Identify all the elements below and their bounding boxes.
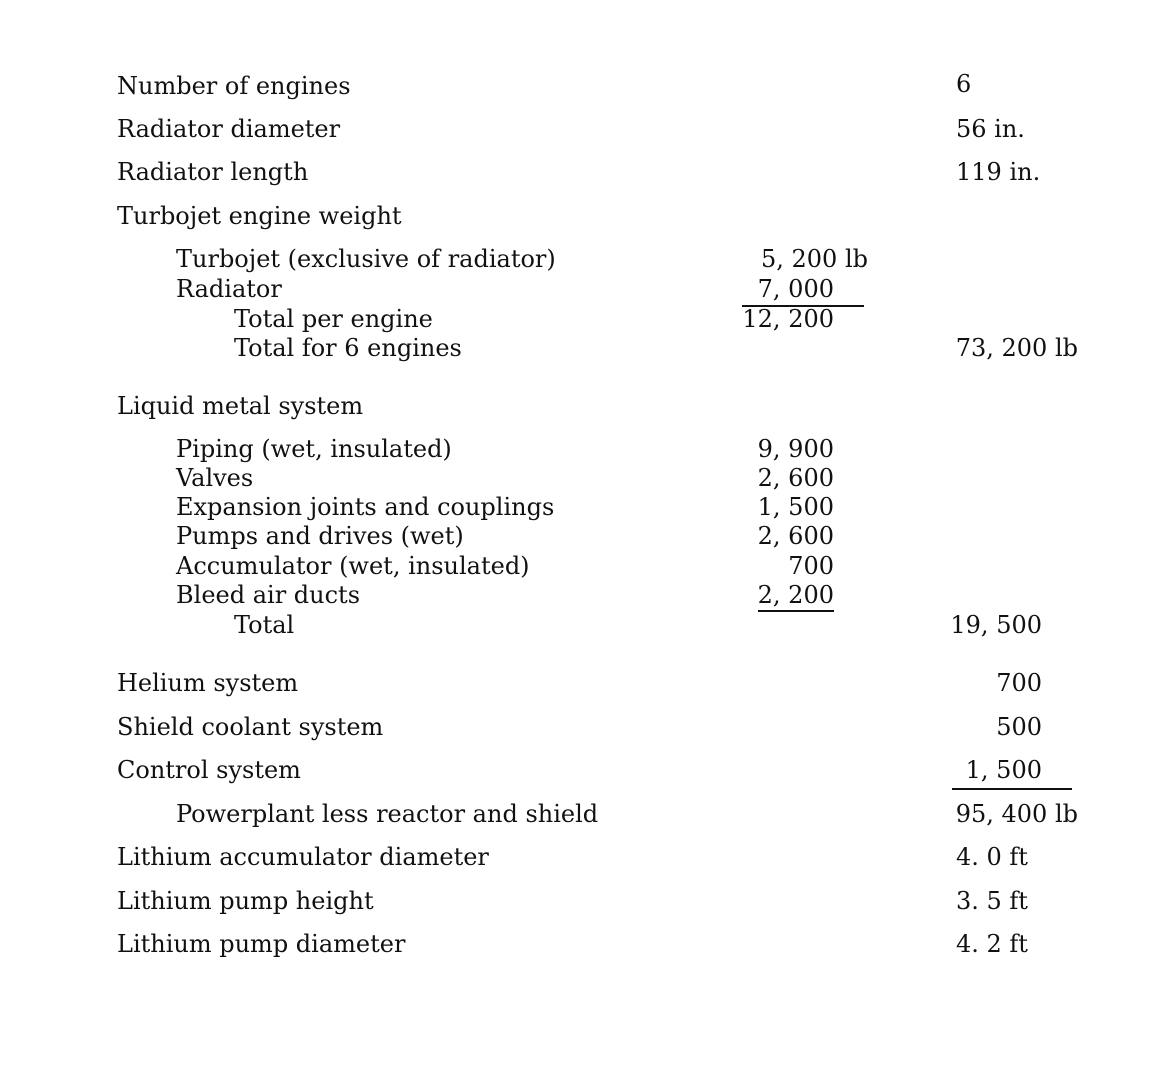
liquid-metal-item-value: 1, 500	[757, 493, 834, 521]
liquid-metal-heading: Liquid metal system	[117, 392, 364, 420]
liquid-metal-item: Valves	[176, 464, 254, 492]
helium-system-label: Helium system	[117, 669, 299, 697]
number-of-engines-value: 6	[956, 70, 972, 98]
liquid-metal-item: Accumulator (wet, insulated)	[176, 552, 530, 580]
liquid-metal-item: Bleed air ducts	[176, 581, 361, 609]
radiator-length-label: Radiator length	[117, 158, 309, 186]
turbojet-value: 5, 200 lb	[760, 245, 868, 273]
liquid-metal-item-value: 700	[788, 552, 834, 580]
powerplant-value: 95, 400 lb	[955, 800, 1078, 828]
radiator-weight-value: 7, 000	[757, 275, 834, 303]
radiator-diameter-label: Radiator diameter	[117, 115, 341, 143]
liquid-metal-item: Pumps and drives (wet)	[176, 522, 464, 550]
liquid-metal-item-value: 2, 200	[757, 581, 834, 609]
total-per-engine-value: 12, 200	[742, 305, 834, 333]
lithium-pump-diameter-label: Lithium pump diameter	[117, 930, 406, 958]
lithium-accumulator-label: Lithium accumulator diameter	[117, 843, 489, 871]
turbojet-label: Turbojet (exclusive of radiator)	[176, 245, 556, 273]
liquid-metal-item-value: 2, 600	[757, 464, 834, 492]
liquid-metal-item-value: 2, 600	[757, 522, 834, 550]
helium-system-value: 700	[996, 669, 1042, 697]
liquid-metal-rule	[758, 610, 834, 612]
control-system-label: Control system	[117, 756, 301, 784]
shield-coolant-label: Shield coolant system	[117, 713, 384, 741]
lithium-pump-height-value: 3. 5 ft	[956, 887, 1028, 915]
liquid-metal-total-value: 19, 500	[950, 611, 1042, 639]
total-for-engines-label: Total for 6 engines	[234, 334, 462, 362]
total-for-engines-value: 73, 200 lb	[955, 334, 1078, 362]
control-system-value: 1, 500	[965, 756, 1042, 784]
liquid-metal-total-label: Total	[234, 611, 295, 639]
shield-coolant-value: 500	[996, 713, 1042, 741]
liquid-metal-item-value: 9, 900	[757, 435, 834, 463]
radiator-length-value: 119 in.	[956, 158, 1041, 186]
grand-total-rule	[952, 788, 1072, 790]
number-of-engines-label: Number of engines	[117, 72, 351, 100]
liquid-metal-item: Piping (wet, insulated)	[176, 435, 452, 463]
total-per-engine-label: Total per engine	[234, 305, 433, 333]
lithium-pump-height-label: Lithium pump height	[117, 887, 374, 915]
powerplant-label: Powerplant less reactor and shield	[176, 800, 599, 828]
radiator-diameter-value: 56 in.	[956, 115, 1025, 143]
lithium-pump-diameter-value: 4. 2 ft	[956, 930, 1028, 958]
radiator-weight-label: Radiator	[176, 275, 282, 303]
lithium-accumulator-value: 4. 0 ft	[956, 843, 1028, 871]
liquid-metal-item: Expansion joints and couplings	[176, 493, 555, 521]
turbojet-weight-heading: Turbojet engine weight	[117, 202, 402, 230]
